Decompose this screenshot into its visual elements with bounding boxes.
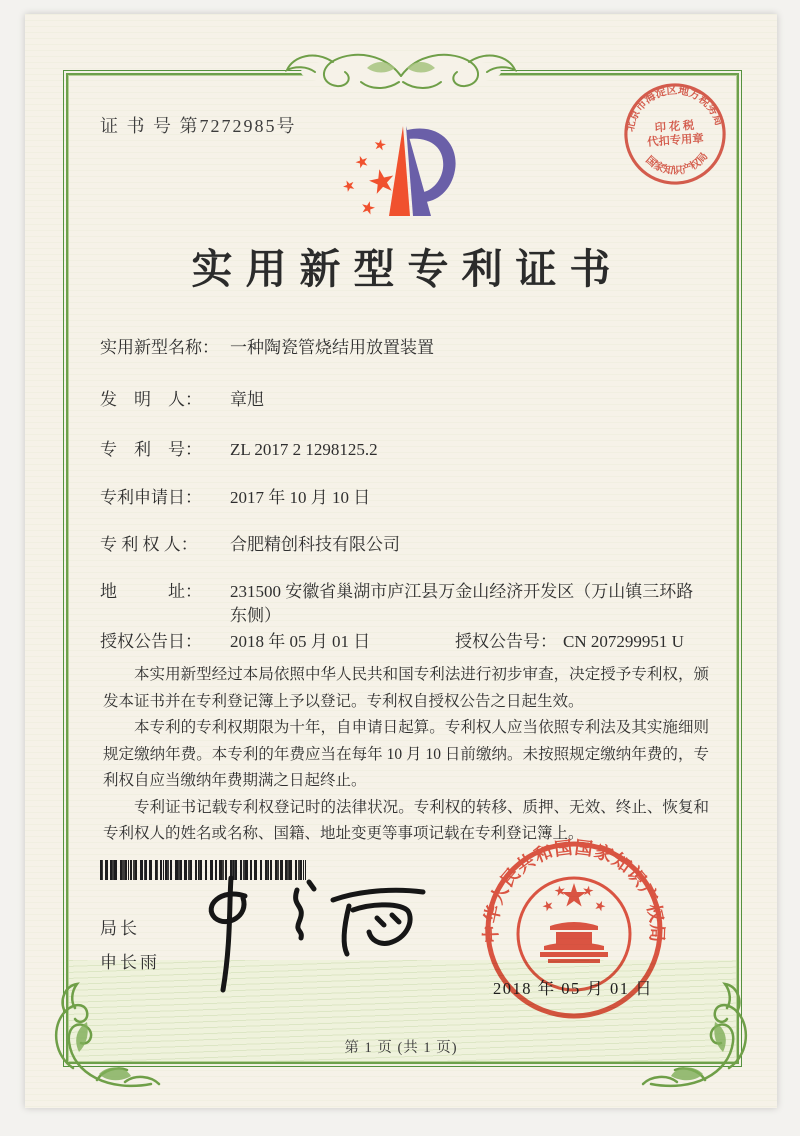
field-value: ZL 2017 2 1298125.2: [230, 440, 378, 459]
field-value: 合肥精创科技有限公司: [230, 535, 400, 554]
certificate-number: 证 书 号 第7272985号: [100, 116, 297, 136]
field-label: 发 明 人：: [100, 390, 202, 409]
field-row-filing-date: [100, 486, 370, 510]
stamp-duty-seal-line1: 印 花 税: [654, 119, 695, 135]
field-label: 授权公告日：: [100, 632, 202, 651]
cnipa-seal-ring-text: 中华人民共和国国家知识产权局: [480, 837, 668, 944]
field-value: 章旭: [230, 390, 264, 409]
stamp-duty-seal-bottom-text: 国家知识产权局: [643, 151, 711, 178]
field-row-patent-no: [100, 438, 378, 462]
field-label: 专利申请日：: [100, 488, 202, 507]
field-value: 2017 年 10 月 10 日: [230, 488, 371, 507]
field-row-name: [100, 336, 434, 360]
field-row-address: [100, 580, 702, 628]
field-value: 一种陶瓷管烧结用放置装置: [230, 338, 434, 357]
legal-text: [103, 662, 709, 848]
field-label: 实用新型名称：: [100, 338, 219, 357]
stamp-duty-seal-top-text: 北京市海淀区地方税务局: [623, 84, 726, 133]
field-value: 231500 安徽省巢湖市庐江县万金山经济开发区（万山镇三环路东侧）: [230, 582, 694, 625]
stamp-duty-seal-line2: 代扣专用章: [646, 132, 705, 149]
field-row-patentee: [100, 533, 400, 557]
cnipa-logo-icon: [337, 120, 467, 224]
certificate-title: 实用新型专利证书: [191, 246, 624, 292]
field-row-inventor: [100, 388, 264, 412]
legal-paragraph: 本实用新型经过本局依照中华人民共和国专利法进行初步审查，决定授予专利权，颁发本证书并在专利登记簿上予以登记。专利权自授权公告之日起生效。: [103, 666, 709, 710]
signoff-title: 局长: [100, 919, 140, 938]
signature-handwriting: [193, 864, 439, 996]
stamp-duty-seal: [617, 76, 732, 191]
flourish-top-icon: [271, 42, 531, 100]
legal-paragraph: 专利证书记载专利权登记时的法律状况。专利权的转移、质押、无效、终止、恢复和专利权人的姓名或名称、国籍、地址变更等事项记载在专利登记簿上。: [103, 798, 709, 842]
page-number: 第 1 页 (共 1 页): [344, 1040, 458, 1056]
field-value: 2018 年 05 月 01 日: [230, 632, 371, 651]
seal-date: 2018 年 05 月 01 日: [493, 979, 654, 998]
field-label: 授权公告号：: [455, 632, 557, 651]
field-label: 地 址：: [100, 582, 202, 601]
grant-number-group: [455, 630, 684, 654]
signoff-name: 申长雨: [100, 953, 160, 972]
certificate-paper: [25, 14, 777, 1108]
legal-paragraph: 本专利的专利权期限为十年，自申请日起算。专利权人应当依照专利法及其实施细则规定缴纳年费。本专利的年费应当在每年 10 月 10 日前缴纳。未按照规定缴纳年费的，专利权自应当缴纳年费期满之日起终止。: [103, 719, 709, 789]
field-value: CN 207299951 U: [563, 632, 684, 651]
field-label: 专 利 号：: [100, 440, 202, 459]
field-label: 专 利 权 人：: [100, 535, 198, 554]
field-row-grant: [100, 630, 702, 654]
